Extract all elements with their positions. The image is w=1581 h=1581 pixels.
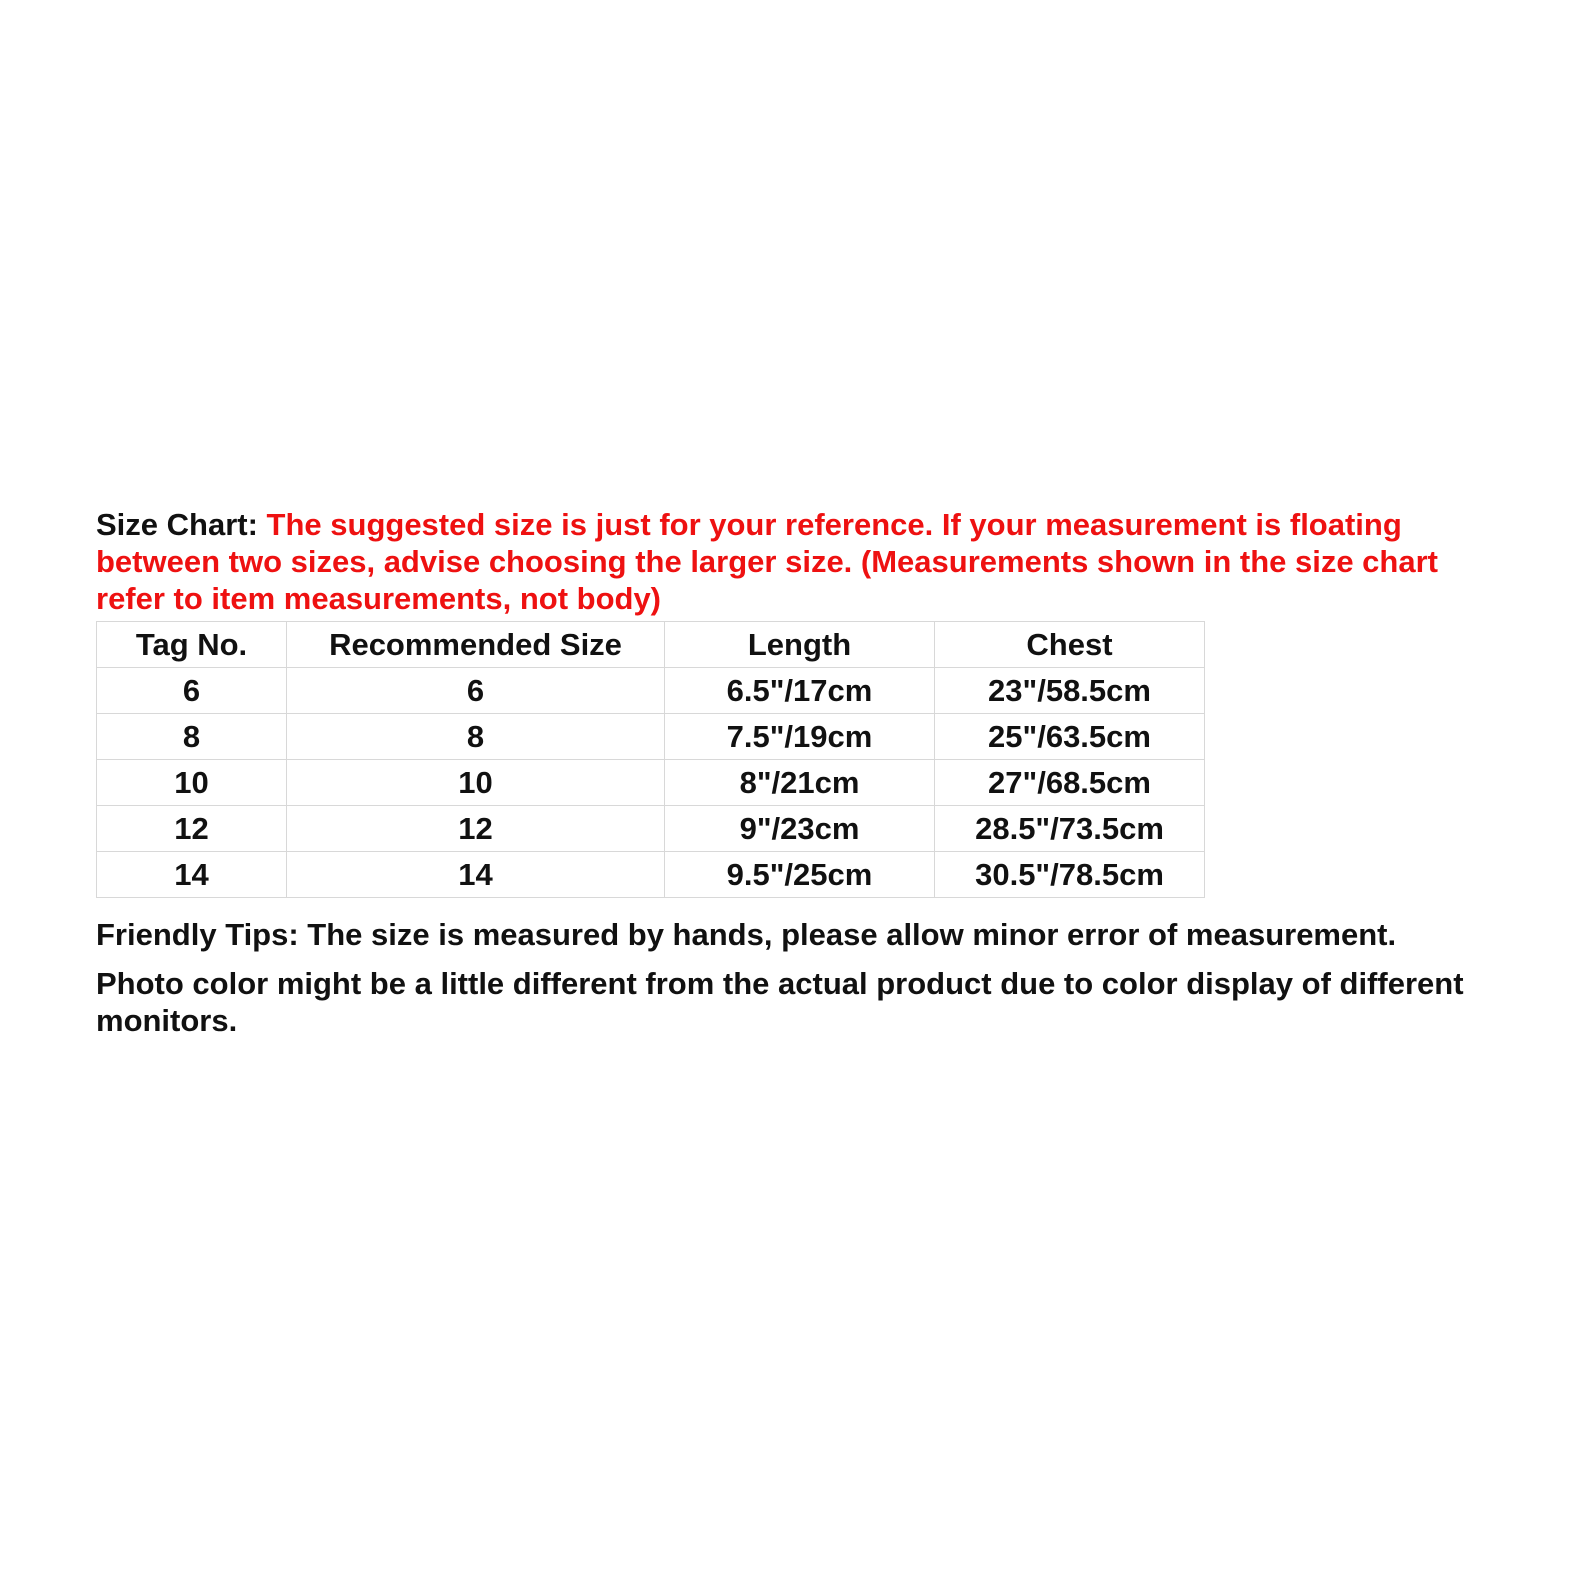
header-length: Length <box>665 622 935 668</box>
cell-chest: 30.5"/78.5cm <box>935 852 1205 898</box>
cell-tag-no: 12 <box>97 806 287 852</box>
table-row <box>97 760 1205 806</box>
cell-length: 6.5"/17cm <box>665 668 935 714</box>
header-tag-no: Tag No. <box>97 622 287 668</box>
cell-chest: 25"/63.5cm <box>935 714 1205 760</box>
cell-recommended-size: 10 <box>287 760 665 806</box>
cell-length: 8"/21cm <box>665 760 935 806</box>
header-chest: Chest <box>935 622 1205 668</box>
cell-recommended-size: 14 <box>287 852 665 898</box>
cell-length: 9"/23cm <box>665 806 935 852</box>
cell-tag-no: 6 <box>97 668 287 714</box>
cell-recommended-size: 8 <box>287 714 665 760</box>
table-row <box>97 714 1205 760</box>
cell-length: 7.5"/19cm <box>665 714 935 760</box>
cell-chest: 27"/68.5cm <box>935 760 1205 806</box>
table-row <box>97 668 1205 714</box>
cell-length: 9.5"/25cm <box>665 852 935 898</box>
cell-chest: 23"/58.5cm <box>935 668 1205 714</box>
cell-recommended-size: 12 <box>287 806 665 852</box>
size-chart-intro <box>96 506 1496 617</box>
size-chart-section <box>96 506 1496 1051</box>
tip-photo-color: Photo color might be a little different from the actual product due to color display of different monitors. <box>96 966 1464 1038</box>
cell-tag-no: 8 <box>97 714 287 760</box>
size-chart-label: Size Chart: <box>96 507 258 542</box>
cell-tag-no: 14 <box>97 852 287 898</box>
size-chart-note: The suggested size is just for your reference. If your measurement is floating between two sizes, advise choosing the larger size. (Measurements shown in the size chart refer to item measurements, not body) <box>96 507 1438 616</box>
cell-recommended-size: 6 <box>287 668 665 714</box>
tip-measurement: Friendly Tips: The size is measured by hands, please allow minor error of measurement. <box>96 917 1397 952</box>
cell-tag-no: 10 <box>97 760 287 806</box>
table-header-row <box>97 622 1205 668</box>
table-row <box>97 806 1205 852</box>
cell-chest: 28.5"/73.5cm <box>935 806 1205 852</box>
table-row <box>97 852 1205 898</box>
header-recommended-size: Recommended Size <box>287 622 665 668</box>
size-table <box>96 621 1205 898</box>
friendly-tips <box>96 916 1496 1039</box>
